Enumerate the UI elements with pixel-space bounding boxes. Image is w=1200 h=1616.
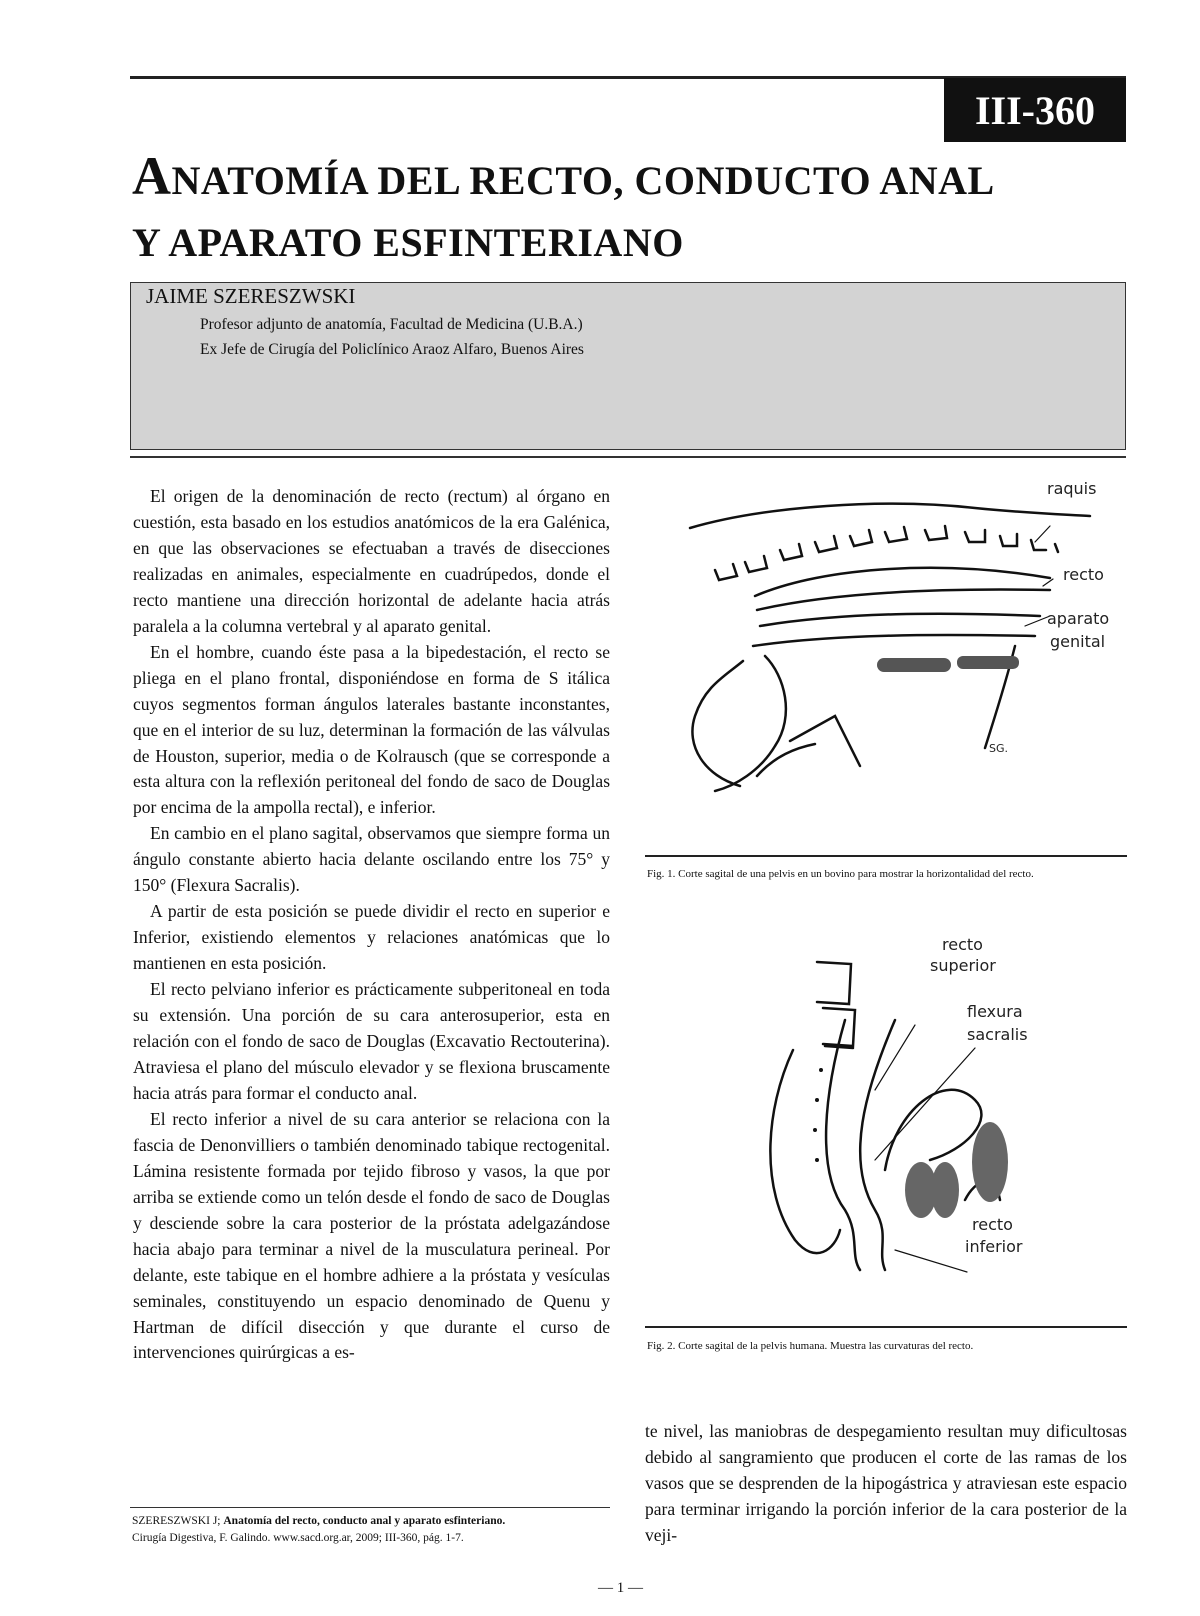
citation-footnote bbox=[132, 1513, 612, 1547]
footnote-author: SZERESZWSKI J; bbox=[132, 1515, 221, 1527]
affiliation-1: Profesor adjunto de anatomía, Facultad de Medicina (U.B.A.) bbox=[200, 316, 583, 333]
paragraph: En cambio en el plano sagital, observamos que siempre forma un ángulo constante abierto hacia delante oscilando entre los 75° y 150° (Flexura Sacralis). bbox=[133, 823, 610, 896]
label-recto: recto bbox=[1063, 565, 1104, 584]
figure-1-caption: Fig. 1. Corte sagital de una pelvis en un bovino para mostrar la horizontalidad del recto. bbox=[647, 868, 1034, 880]
rectum-posterior-wall bbox=[826, 1020, 860, 1270]
genital-upper bbox=[760, 614, 1040, 626]
label-recto-superior-2: superior bbox=[930, 956, 996, 975]
label-sacralis: sacralis bbox=[967, 1025, 1028, 1044]
body-left-column bbox=[133, 484, 610, 1366]
author-affiliations bbox=[200, 312, 612, 362]
paragraph: A partir de esta posición se puede dividir el recto en superior e Inferior, existiendo elementos y relaciones anatómicas que lo mantienen en esta posición. bbox=[133, 901, 610, 974]
header-divider bbox=[130, 456, 1126, 458]
label-recto-superior-1: recto bbox=[942, 935, 983, 954]
bladder-outline bbox=[885, 1090, 981, 1170]
label-flexura: flexura bbox=[967, 1002, 1023, 1021]
chapter-code: III-360 bbox=[944, 78, 1126, 142]
footnote-citation: Cirugía Digestiva, F. Galindo. www.sacd.org.ar, 2009; III-360, pág. 1-7. bbox=[132, 1532, 464, 1544]
title-initial: A bbox=[132, 146, 172, 206]
footnote-rule bbox=[130, 1507, 610, 1508]
label-recto-inferior-2: inferior bbox=[965, 1237, 1023, 1256]
body-right-column bbox=[645, 1419, 1127, 1549]
label-genital: genital bbox=[1050, 632, 1106, 651]
title-line-1 bbox=[132, 145, 1132, 212]
hatched-bone-2 bbox=[957, 656, 1019, 669]
bone-mark bbox=[815, 1098, 819, 1102]
prostate-section-2 bbox=[931, 1162, 959, 1218]
affiliation-2: Ex Jefe de Cirugía del Policlínico Araoz Alfaro, Buenos Aires bbox=[200, 341, 584, 358]
figure-2-caption: Fig. 2. Corte sagital de la pelvis humana. Muestra las curvaturas del recto. bbox=[647, 1340, 974, 1352]
rectum-lower bbox=[757, 590, 1050, 610]
paragraph-continuation: te nivel, las maniobras de despegamiento resultan muy dificultosas debido al sangramiento que producen el corte de las ramas de los vasos que se desprenden de la hipogástrica y atraviesan este espacio para terminar irrigando la porción inferior de la cara posterior de la veji- bbox=[645, 1421, 1127, 1545]
paragraph: El recto inferior a nivel de su cara anterior se relaciona con la fascia de Denonvilliers o también denominado tabique rectogenital. Lámina resistente formada por tejido fibroso y vasos, la que por arriba se extiende como un telón desde el fondo de saco de Douglas y desciende sobre la cara posterior de la próstata adelgazándose hacia abajo para terminar a nivel de la musculatura perineal. Por delante, este tabique en el hombre adhiere a la próstata y vesículas seminales, constituyendo un espacio denominado de Quenu y Hartman de difícil disección y que durante el curso de intervenciones quirúrgicas a es- bbox=[133, 1108, 610, 1363]
figure-1-rule bbox=[645, 855, 1127, 857]
sacral-vertebrae bbox=[817, 962, 855, 1048]
paragraph: El origen de la denominación de recto (rectum) al órgano en cuestión, esta basado en los estudios anatómicos de la era Galénica, en que las observaciones se efectuaban a través de disecciones realizadas en animales, especialmente en cuadrúpedos, donde el recto mantiene una dirección horizontal de adelante hacia atrás paralela a la columna vertebral y al aparato genital. bbox=[133, 486, 610, 636]
figure-2-human-pelvis bbox=[645, 935, 1127, 1300]
title-line-1-rest: NATOMÍA DEL RECTO, CONDUCTO ANAL bbox=[171, 158, 995, 203]
figure-2-rule bbox=[645, 1326, 1127, 1328]
bone-mark bbox=[813, 1128, 817, 1132]
page-number: — 1 — bbox=[598, 1580, 643, 1596]
bone-mark bbox=[819, 1068, 823, 1072]
paragraph: El recto pelviano inferior es prácticamente subperitoneal en toda su extensión. Una porción de su cara anterosuperior, esta en relación con el fondo de saco de Douglas (Excavatio Rectouterina). Atraviesa el plano del músculo elevador y se flexiona bruscamente hacia atrás para formar el conducto anal. bbox=[133, 979, 610, 1103]
rectum-anterior-wall bbox=[860, 1020, 895, 1270]
label-raquis: raquis bbox=[1047, 479, 1097, 498]
artist-signature: SG. bbox=[989, 742, 1009, 755]
spine-outline bbox=[690, 504, 1090, 528]
sacrum-outline bbox=[770, 1050, 840, 1253]
page-title bbox=[132, 145, 1132, 274]
bone-mark bbox=[815, 1158, 819, 1162]
genital-lower bbox=[753, 635, 1035, 646]
author-name: JAIME SZERESZWSKI bbox=[146, 284, 356, 308]
paragraph: En el hombre, cuando éste pasa a la bipedestación, el recto se pliega en el plano frontal, disponiéndose en forma de S itálica cuyos segmentos forman ángulos laterales bastante inconstantes, que en el interior de su luz, determinan la formación de las válvulas de Houston, superior, media o de Kolrausch (que se corresponde a esta altura con la reflexión peritoneal del fondo de saco de Douglas por encima de la ampolla rectal), e inferior. bbox=[133, 641, 610, 818]
pubic-symphysis bbox=[972, 1122, 1008, 1202]
title-line-2: Y APARATO ESFINTERIANO bbox=[132, 220, 684, 265]
pelvic-organs bbox=[692, 661, 743, 786]
label-recto-inferior-1: recto bbox=[972, 1215, 1013, 1234]
footnote-title: Anatomía del recto, conducto anal y aparato esfinteriano. bbox=[223, 1515, 506, 1527]
label-aparato: aparato bbox=[1047, 609, 1110, 628]
pelvic-bone bbox=[790, 716, 860, 766]
figure-1-bovine-pelvis bbox=[645, 479, 1127, 822]
hatched-bone-1 bbox=[877, 658, 951, 672]
